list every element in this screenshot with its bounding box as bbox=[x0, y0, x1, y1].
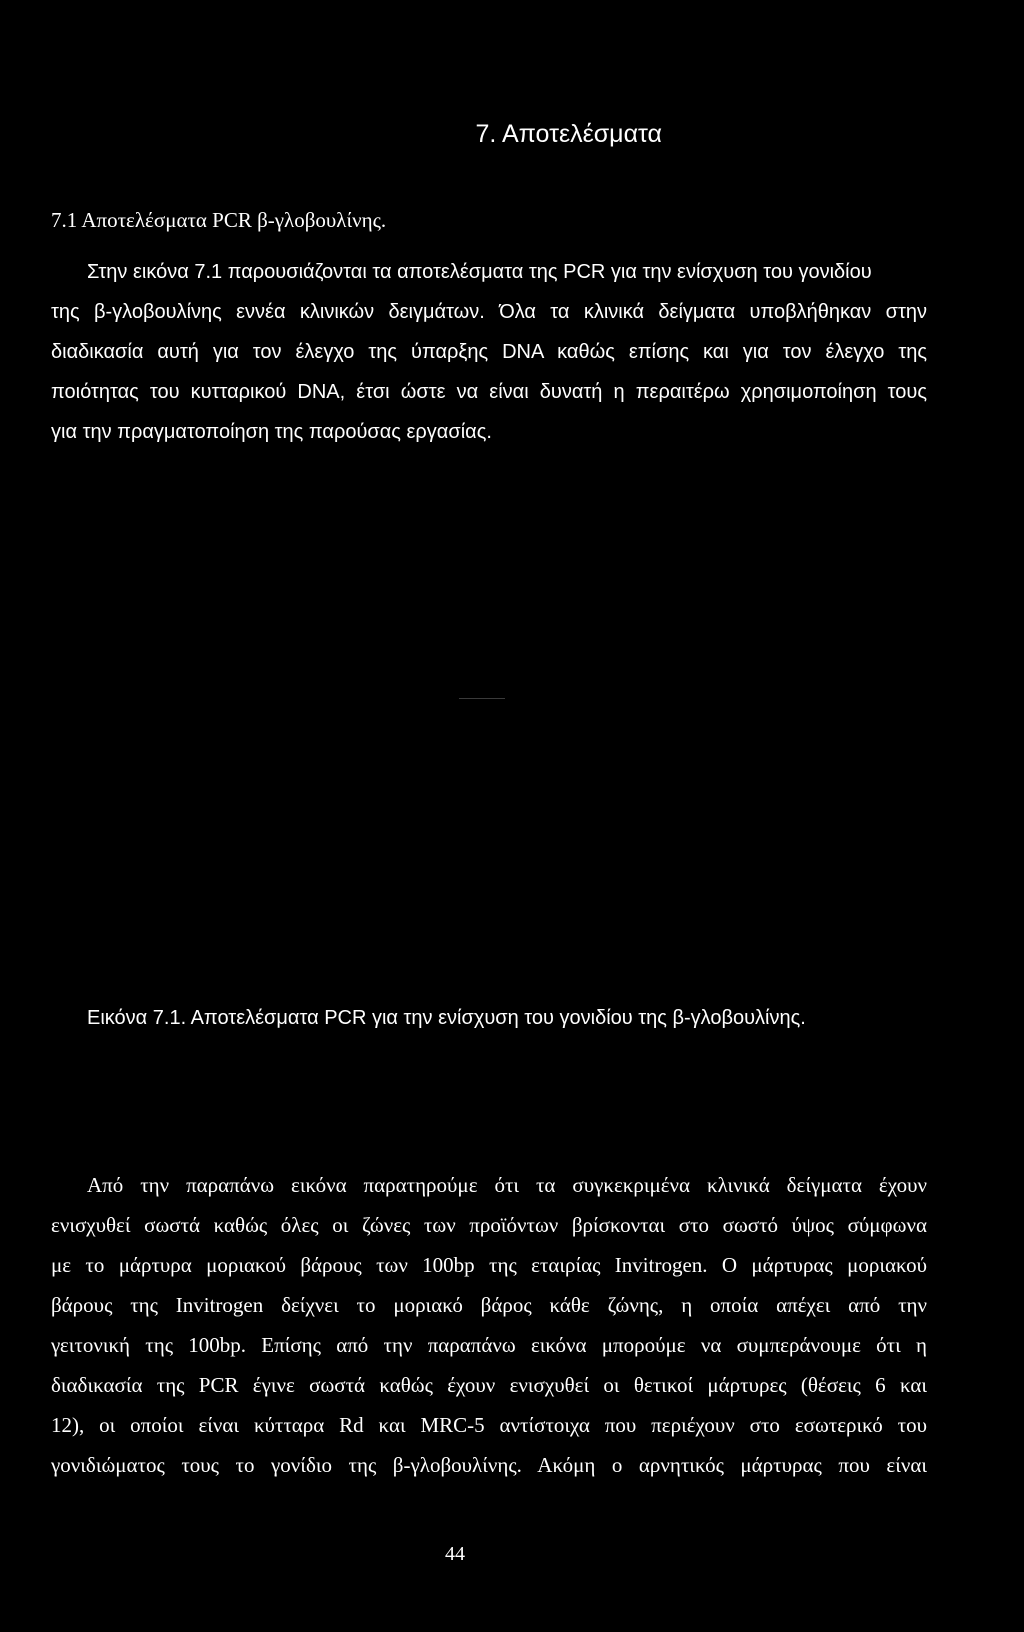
intro-line: για την πραγματοποίηση της παρούσας εργασίας. bbox=[51, 421, 492, 443]
section-heading: 7.1 Αποτελέσματα PCR β-γλοβουλίνης. bbox=[51, 208, 387, 232]
intro-line: της β-γλοβουλίνης εννέα κλινικών δειγμάτων. Όλα τα κλινικά δείγματα υποβλήθηκαν στην bbox=[51, 301, 927, 323]
results-line: γονιδιώματος τους το γονίδιο της β-γλοβουλίνης. Ακόμη ο αρνητικός μάρτυρας που είναι bbox=[51, 1453, 927, 1477]
results-line: διαδικασία της PCR έγινε σωστά καθώς έχουν ενισχυθεί οι θετικοί μάρτυρες (θέσεις 6 και bbox=[51, 1373, 927, 1397]
results-line: βάρους της Invitrogen δείχνει το μοριακό βάρος κάθε ζώνης, η οποία απέχει από την bbox=[51, 1293, 927, 1317]
figure-artifact-line bbox=[459, 698, 505, 699]
results-paragraph bbox=[51, 1165, 927, 1485]
chapter-title: 7. Αποτελέσματα bbox=[475, 120, 662, 148]
results-line: γειτονική της 100bp. Επίσης από την παραπάνω εικόνα μπορούμε να συμπεράνουμε ότι η bbox=[51, 1333, 927, 1357]
intro-line: διαδικασία αυτή για τον έλεγχο της ύπαρξης DNA καθώς επίσης και για τον έλεγχο της bbox=[51, 341, 927, 363]
figure-gel-image bbox=[51, 470, 927, 990]
intro-paragraph bbox=[51, 252, 927, 452]
page-number: 44 bbox=[445, 1543, 465, 1565]
results-line: 12), οι οποίοι είναι κύτταρα Rd και MRC-5 αντίστοιχα που περιέχουν στο εσωτερικό του bbox=[51, 1413, 927, 1437]
results-line: Από την παραπάνω εικόνα παρατηρούμε ότι τα συγκεκριμένα κλινικά δείγματα έχουν bbox=[87, 1173, 927, 1197]
intro-line: ποιότητας του κυτταρικού DNA, έτσι ώστε να είναι δυνατή η περαιτέρω χρησιμοποίηση τους bbox=[51, 381, 927, 403]
results-line: ενισχυθεί σωστά καθώς όλες οι ζώνες των προϊόντων βρίσκονται στο σωστό ύψος σύμφωνα bbox=[51, 1213, 927, 1237]
figure-caption: Εικόνα 7.1. Αποτελέσματα PCR για την ενίσχυση του γονιδίου της β-γλοβουλίνης. bbox=[87, 1007, 806, 1029]
results-line: με το μάρτυρα μοριακού βάρους των 100bp της εταιρίας Invitrogen. Ο μάρτυρας μοριακού bbox=[51, 1253, 927, 1277]
intro-line: Στην εικόνα 7.1 παρουσιάζονται τα αποτελέσματα της PCR για την ενίσχυση του γονιδίου bbox=[87, 261, 872, 283]
